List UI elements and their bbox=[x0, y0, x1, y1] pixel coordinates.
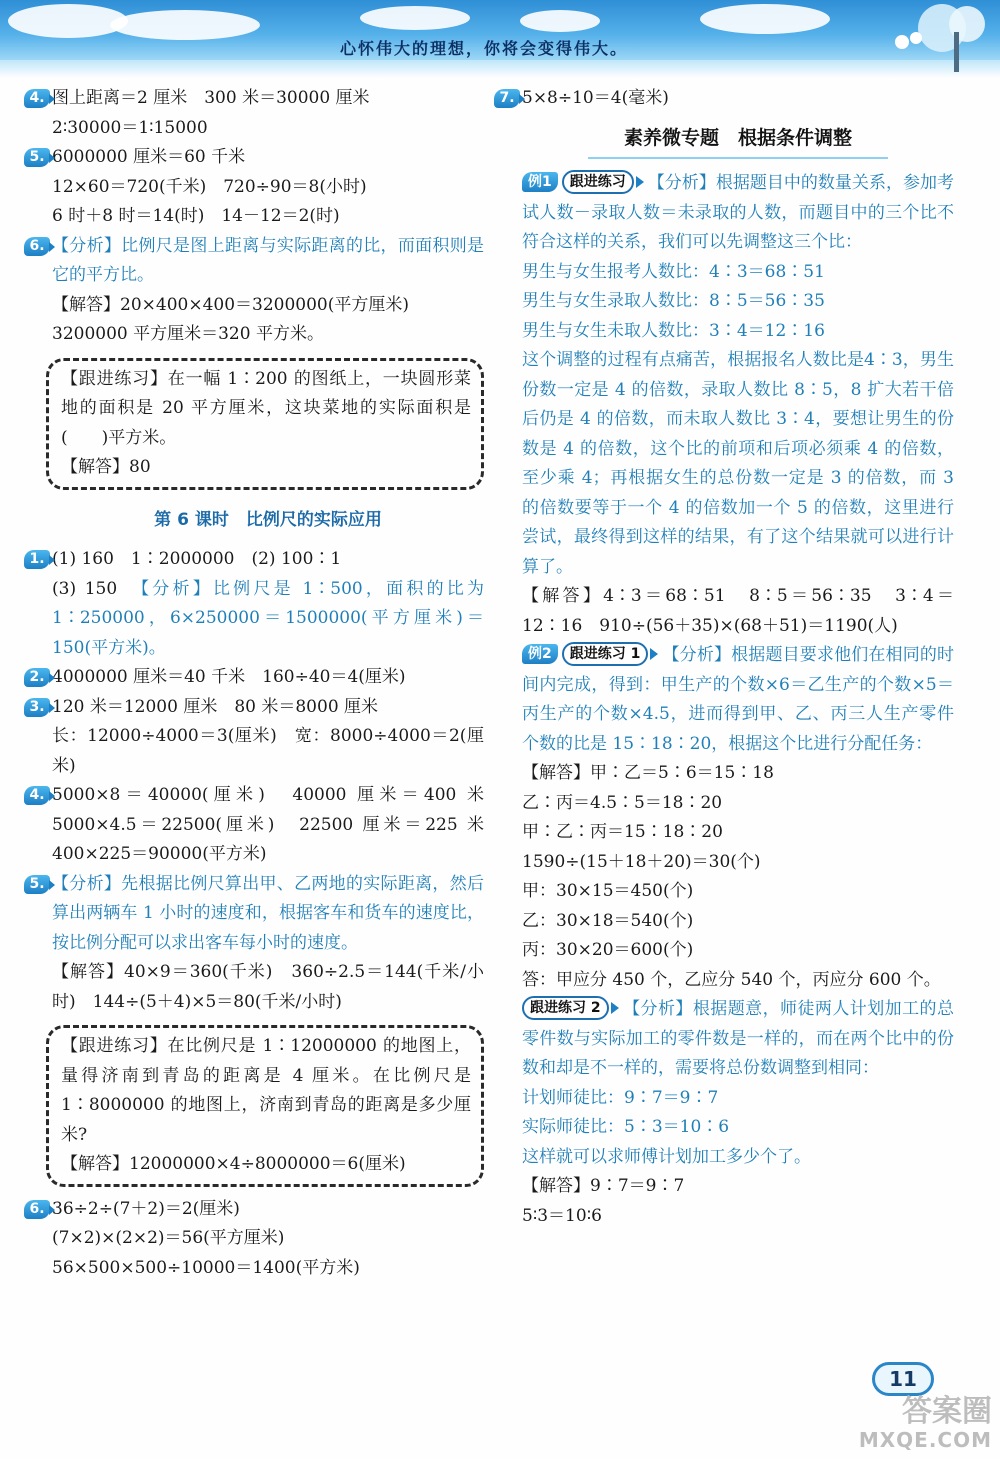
lesson6-problem-3 bbox=[29, 693, 484, 782]
ratio-line: 男生与女生未取人数比：3∶4＝12∶16 bbox=[522, 320, 825, 341]
arrow-icon bbox=[650, 648, 658, 660]
watermark bbox=[822, 1395, 992, 1455]
answer-line: 5×8÷10＝4(毫米) bbox=[522, 88, 669, 108]
problem-number: 6. bbox=[24, 237, 50, 256]
answer-line: 乙：30×18＝540(个) bbox=[522, 910, 694, 931]
answer-line: 1590÷(15＋18＋20)＝30(个) bbox=[522, 851, 761, 872]
analysis-text: 【分析】比例尺是图上距离与实际距离的比，而面积则是它的平方比。 bbox=[52, 235, 484, 285]
answer-line: 2∶30000＝1∶15000 bbox=[52, 117, 208, 138]
arrow-icon bbox=[636, 176, 644, 188]
answer-line: 6000000 厘米＝60 千米 bbox=[52, 147, 246, 167]
ratio-line: 实际师徒比：5∶3＝10∶6 bbox=[522, 1117, 730, 1137]
problem-7 bbox=[499, 84, 954, 114]
answer-line: 【解答】9∶7＝9∶7 bbox=[522, 1176, 685, 1196]
answer-line: 3200000 平方厘米＝320 平方米。 bbox=[52, 324, 324, 344]
lesson6-problem-4 bbox=[29, 781, 501, 870]
problem-number: 3. bbox=[24, 698, 50, 717]
header-motto: 心怀伟大的理想，你将会变得伟大。 bbox=[340, 39, 629, 58]
section-title: 素养微专题 根据条件调整 bbox=[588, 124, 888, 160]
problem-number: 1. bbox=[24, 550, 50, 569]
answer-line: (7×2)×(2×2)＝56(平方厘米) bbox=[52, 1228, 285, 1248]
answer-line: 12×60＝720(千米) 720÷90＝8(小时) bbox=[52, 176, 367, 197]
follow-up-box bbox=[46, 358, 484, 490]
answer-line: (1) 160 1∶2000000 (2) 100∶1 bbox=[52, 549, 342, 569]
answer-line: 【解答】40×9＝360(千米) 360÷2.5＝144(千米/小时) 144÷(5＋4)×5＝80(千米/小时) bbox=[52, 962, 484, 1012]
analysis-text: 【分析】比例尺是 1∶500，面积的比为 1∶250000，6×250000＝1500000(平方厘米)＝150(平方米)。 bbox=[52, 578, 485, 658]
explanation-text: 这个调整的过程有点痛苦，根据报名人数比是4∶3，男生份数一定是 4 的倍数，录取人数比 8∶5，8 扩大若干倍后仍是 4 的倍数，而未取人数比 3∶4，要想让男生的份数是 4 的倍数，这个比的前项和后项必须乘 4 的倍数，至少乘 4；再根据女生的总份数一定是 3 的倍数，而 3 的倍数要等于一个 4 的倍数加一个 5 的倍数，这里进行尝试，最终得到这样的结果，有了这个结果就可以进行计算了。 bbox=[522, 350, 954, 577]
lesson6-problem-1 bbox=[29, 545, 485, 663]
answer-line: 【解答】20×400×400＝3200000(平方厘米) bbox=[52, 294, 409, 315]
answer-line: 5∶3＝10∶6 bbox=[522, 1205, 602, 1226]
problem-number: 5. bbox=[24, 148, 50, 167]
answer-line: 5000×8＝40000(厘米) 40000 厘米＝400 米 5000×4.5＝22500(厘米) 22500 厘米＝225 米 400×225＝90000(平方米) bbox=[52, 785, 501, 864]
header-banner bbox=[0, 0, 1000, 78]
ratio-line: 计划师徒比：9∶7＝9∶7 bbox=[522, 1087, 719, 1108]
problem-number: 4. bbox=[24, 786, 50, 805]
problem-number: 6. bbox=[24, 1200, 50, 1219]
problem-number: 5. bbox=[24, 875, 50, 894]
follow-up-2 bbox=[522, 995, 954, 1231]
example-1 bbox=[522, 169, 954, 641]
follow-up-answer: 【解答】12000000×4÷8000000＝6(厘米) bbox=[61, 1154, 406, 1174]
answer-line: 36÷2÷(7＋2)＝2(厘米) bbox=[52, 1198, 240, 1219]
answer-line: 56×500×500÷10000＝1400(平方米) bbox=[52, 1257, 360, 1278]
follow-up-text: 【跟进练习】在一幅 1∶200 的图纸上，一块圆形菜地的面积是 20 平方厘米，这块菜地的实际面积是( )平方米。 bbox=[61, 368, 471, 448]
analysis-text: 【分析】先根据比例尺算出甲、乙两地的实际距离，然后算出两辆车 1 小时的速度和，根据客车和货车的速度比，按比例分配可以求出客车每小时的速度。 bbox=[52, 873, 484, 953]
answer-line: 乙∶丙＝4.5∶5＝18∶20 bbox=[522, 792, 723, 813]
analysis-text: 【分析】根据题目中的数量关系，参加考试人数－录取人数＝未录取的人数，而题目中的三个比不符合这样的关系，我们可以先调整这三个比： bbox=[522, 173, 954, 252]
answer-line: 6 时＋8 时＝14(时) 14－12＝2(时) bbox=[52, 206, 340, 226]
right-column bbox=[499, 84, 954, 1231]
cloud-decoration bbox=[8, 4, 128, 38]
follow-up-box bbox=[46, 1025, 484, 1187]
answer-line: 甲：30×15＝450(个) bbox=[522, 881, 694, 901]
answer-line: 长：12000÷4000＝3(厘米) 宽：8000÷4000＝2(厘米) bbox=[52, 726, 484, 776]
problem-5 bbox=[29, 143, 484, 232]
answer-line: 甲∶乙∶丙＝15∶18∶20 bbox=[522, 822, 723, 842]
follow-up-pill: 跟进练习 2 bbox=[522, 996, 609, 1020]
banner-ground bbox=[0, 60, 1000, 78]
answer-line: 120 米＝12000 厘米 80 米＝8000 厘米 bbox=[52, 696, 379, 717]
analysis-text: 【分析】根据题意，师徒两人计划加工的总零件数与实际加工的零件数是一样的，而在两个比中的份数和却是不一样的，需要将总份数调整到相同： bbox=[522, 999, 954, 1078]
analysis-text: 【分析】根据题目要求他们在相同的时间内完成，得到：甲生产的个数×6＝乙生产的个数×5＝丙生产的个数×4.5，进而得到甲、乙、丙三人生产零件个数的比是 15∶18∶20，根据这个比进行分配任务： bbox=[522, 645, 954, 754]
example-tag: 例2 bbox=[522, 644, 558, 664]
answer-line: 4000000 厘米＝40 千米 160÷40＝4(厘米) bbox=[52, 667, 406, 687]
watermark-url: MXQE.COM bbox=[858, 1428, 992, 1452]
answer-line: (3) 150 bbox=[52, 578, 141, 599]
page-number: 11 bbox=[872, 1362, 934, 1396]
problem-4 bbox=[29, 84, 484, 143]
explanation-text: 这样就可以求师傅计划加工多少个了。 bbox=[522, 1146, 811, 1167]
section-title: 第 6 课时 比例尺的实际应用 bbox=[154, 509, 382, 530]
cloud-decoration bbox=[360, 6, 470, 30]
follow-up-text: 【跟进练习】在比例尺是 1∶12000000 的地图上，量得济南到青岛的距离是 4 厘米。在比例尺是 1∶8000000 的地图上，济南到青岛的距离是多少厘米? bbox=[61, 1036, 471, 1145]
ratio-line: 男生与女生录取人数比：8∶5＝56∶35 bbox=[522, 291, 825, 311]
problem-number: 2. bbox=[24, 668, 50, 687]
tree-icon bbox=[872, 2, 992, 74]
cloud-decoration bbox=[520, 10, 600, 32]
arrow-icon bbox=[611, 1002, 619, 1014]
ratio-line: 男生与女生报考人数比：4∶3＝68∶51 bbox=[522, 261, 825, 282]
watermark-logo-text: 答案圈 bbox=[902, 1394, 992, 1429]
lesson6-problem-2 bbox=[29, 663, 484, 693]
answer-line: 答：甲应分 450 个，乙应分 540 个，丙应分 600 个。 bbox=[522, 969, 941, 990]
cloud-decoration bbox=[110, 10, 260, 40]
cloud-decoration bbox=[700, 4, 830, 34]
follow-up-pill: 跟进练习 1 bbox=[562, 642, 649, 666]
answer-line: 【解答】4∶3＝68∶51 8∶5＝56∶35 3∶4＝12∶16 910÷(56＋35)×(68＋51)＝1190(人) bbox=[522, 586, 954, 636]
follow-up-pill: 跟进练习 bbox=[562, 170, 634, 194]
problem-number: 4. bbox=[24, 89, 50, 108]
follow-up-answer: 【解答】80 bbox=[61, 457, 151, 477]
lesson6-problem-6 bbox=[29, 1195, 484, 1284]
answer-line: 【解答】甲∶乙＝5∶6＝15∶18 bbox=[522, 763, 774, 783]
answer-line: 图上距离＝2 厘米 300 米＝30000 厘米 bbox=[52, 88, 370, 108]
left-column bbox=[29, 84, 501, 1283]
problem-6 bbox=[29, 232, 484, 350]
example-tag: 例1 bbox=[522, 172, 558, 192]
lesson6-problem-5 bbox=[29, 870, 484, 1018]
answer-line: 丙：30×20＝600(个) bbox=[522, 940, 694, 960]
problem-number: 7. bbox=[494, 89, 520, 108]
example-2 bbox=[522, 641, 954, 995]
